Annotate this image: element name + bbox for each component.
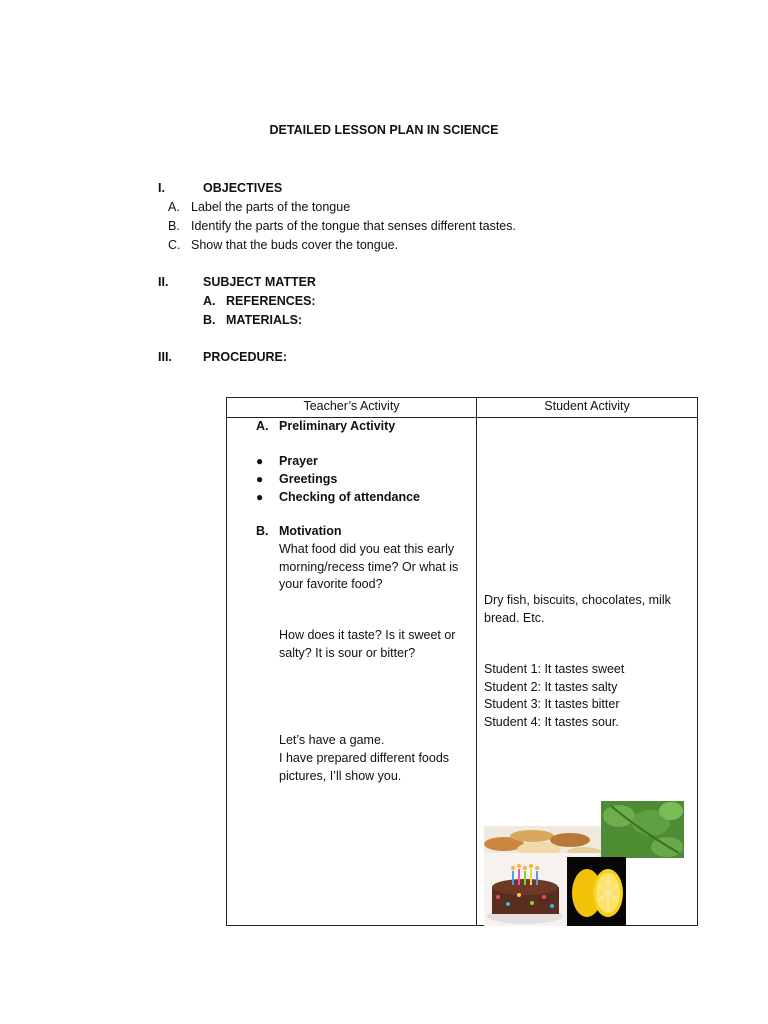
birthday-cake-image xyxy=(484,857,567,926)
preliminary-letter: A. xyxy=(256,419,269,433)
pastries-image xyxy=(484,826,601,857)
objective-letter-c: C. xyxy=(168,238,181,252)
bullet-icon: ● xyxy=(256,454,264,468)
procedure-table xyxy=(226,397,698,926)
materials-label: MATERIALS: xyxy=(226,313,303,327)
column-divider xyxy=(476,398,477,925)
student-answer-2: Student 2: It tastes salty xyxy=(484,680,618,694)
subject-letter-b: B. xyxy=(203,313,216,327)
student-answer-foods: Dry fish, biscuits, chocolates, milk bread. Etc. xyxy=(484,593,671,625)
section-number-subject-matter: II. xyxy=(158,275,169,289)
motivation-title: Motivation xyxy=(279,524,342,538)
student-answer-3: Student 3: It tastes bitter xyxy=(484,697,620,711)
objective-text-b: Identify the parts of the tongue that senses different tastes. xyxy=(191,219,516,233)
section-number-procedure: III. xyxy=(158,350,172,364)
leaves-image xyxy=(601,801,684,858)
section-title-objectives: OBJECTIVES xyxy=(203,181,283,195)
objective-letter-b: B. xyxy=(168,219,180,233)
document-title: DETAILED LESSON PLAN IN SCIENCE xyxy=(269,123,499,137)
motivation-question-taste: How does it taste? Is it sweet or salty? It is sour or bitter? xyxy=(279,628,456,660)
header-student-activity: Student Activity xyxy=(544,399,630,413)
section-number-objectives: I. xyxy=(158,181,165,195)
preliminary-activity-title: Preliminary Activity xyxy=(279,419,396,433)
objective-text-c: Show that the buds cover the tongue. xyxy=(191,238,399,252)
section-title-subject-matter: SUBJECT MATTER xyxy=(203,275,316,289)
motivation-letter: B. xyxy=(256,524,269,538)
references-label: REFERENCES: xyxy=(226,294,316,308)
subject-letter-a: A. xyxy=(203,294,216,308)
header-teacher-activity: Teacher’s Activity xyxy=(303,399,400,413)
objective-text-a: Label the parts of the tongue xyxy=(191,200,351,214)
student-answer-4: Student 4: It tastes sour. xyxy=(484,715,619,729)
bullet-attendance: Checking of attendance xyxy=(279,490,420,504)
motivation-question-food: What food did you eat this early morning/recess time? Or what is your favorite food? xyxy=(279,542,459,591)
bullet-icon: ● xyxy=(256,472,264,486)
student-answer-1: Student 1: It tastes sweet xyxy=(484,662,625,676)
bullet-icon: ● xyxy=(256,490,264,504)
section-title-procedure: PROCEDURE: xyxy=(203,350,288,364)
bullet-greetings: Greetings xyxy=(279,472,338,486)
game-intro: Let’s have a game. xyxy=(279,733,385,747)
game-instructions: I have prepared different foods pictures, I’ll show you. xyxy=(279,751,450,783)
lemon-image xyxy=(567,857,626,926)
bullet-prayer: Prayer xyxy=(279,454,318,468)
objective-letter-a: A. xyxy=(168,200,180,214)
